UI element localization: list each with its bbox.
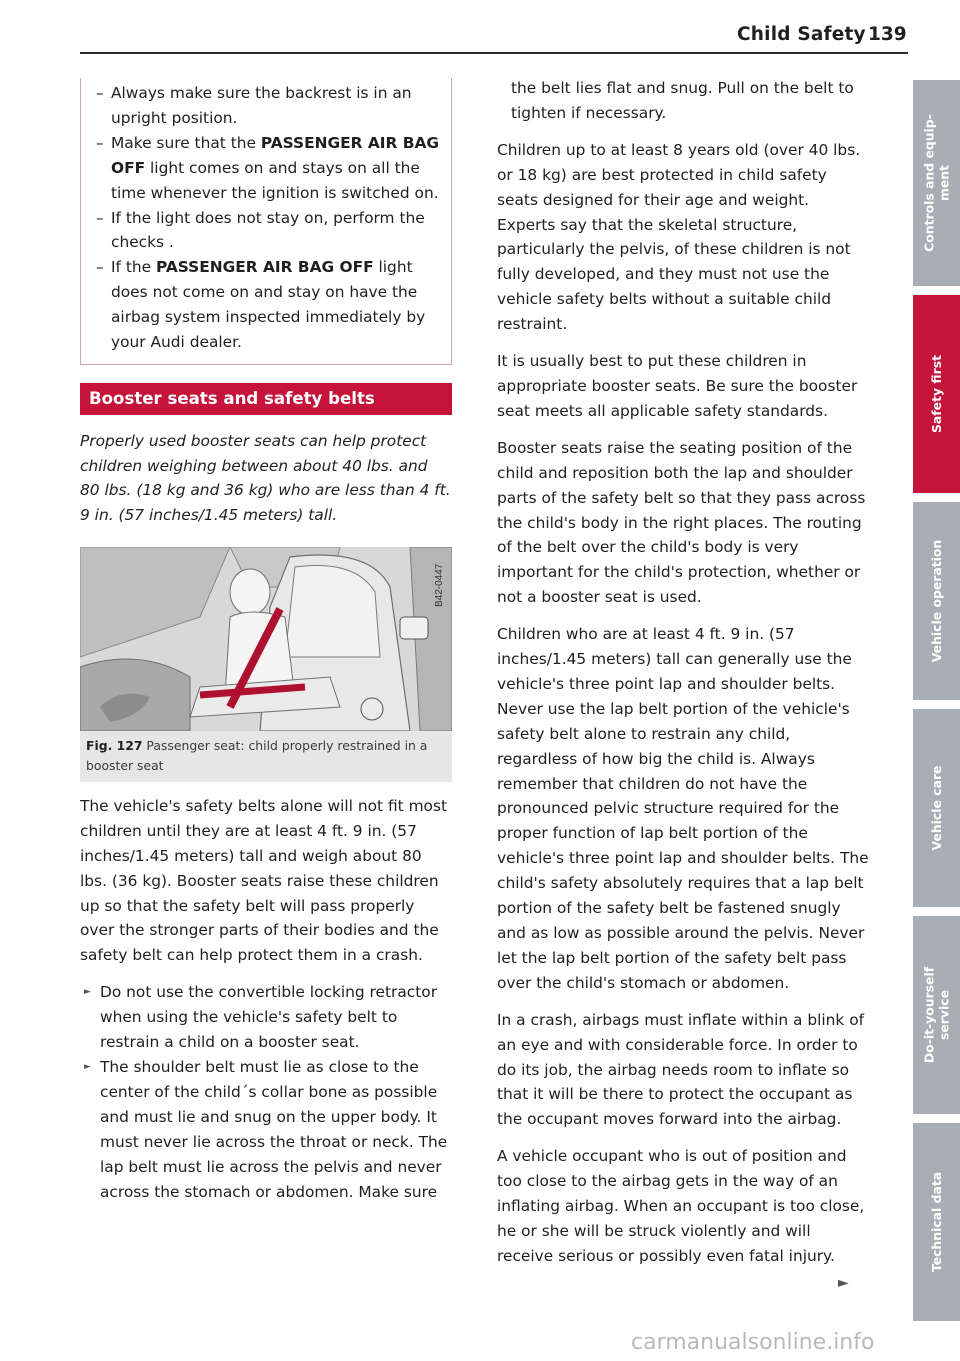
running-title: Child Safety	[737, 24, 866, 45]
tab-vehicle-care[interactable]: Vehicle care	[913, 709, 960, 907]
warning-item: – Make sure that the PASSENGER AIR BAG OFF light comes on and stays on all the time whenever the ignition is switched on.	[91, 131, 441, 206]
figure	[80, 547, 452, 782]
body-paragraph: In a crash, airbags must inflate within a blink of an eye and with considerable force. In order to do its job, the airbag needs room to inflate so that it will be there to protect the occupant as the occupant moves forward into the airbag.	[497, 1010, 865, 1129]
tab-do-it-yourself-service[interactable]: Do-it-yourself service	[913, 916, 960, 1114]
warning-box	[80, 78, 452, 365]
body-paragraph: Booster seats raise the seating position of the child and reposition both the lap and shoulder parts of the safety belt so that they pass across the child's body in the right places. The routing of the belt over the child's body is very important for the child's protection, whether or not a booster seat is used.	[497, 438, 866, 607]
tab-technical-data[interactable]: Technical data	[913, 1123, 960, 1321]
instruction-item: ► The shoulder belt must lie as close to the center of the child´s collar bone as possible and must lie and snug on the upper body. It must never lie across the throat or neck. The lap belt must lie across the pelvis and never across the stomach or abdomen. Make sure	[80, 1055, 452, 1204]
booster-seat-illustration	[80, 547, 452, 731]
warning-item: – Always make sure the backrest is in an upright position.	[91, 81, 441, 131]
body-paragraph: A vehicle occupant who is out of position and too close to the airbag gets in the way of an inflating airbag. When an occupant is too close, he or she will be struck violently and will receive serious or possibly even fatal injury.	[497, 1147, 865, 1265]
tab-controls-and-equipment[interactable]: Controls and equip- ment	[913, 80, 960, 286]
right-column	[497, 76, 869, 1269]
body-paragraph: Children who are at least 4 ft. 9 in. (57 inches/1.45 meters) tall can generally use the vehicle's three point lap and shoulder belts. Never use the lap belt portion of the vehicle's safety belt alone to restrain any child, regardless of how big the child is. Always remember that children do not have the pronounced pelvic structure required for the proper function of lap belt portion of the vehicle's three point lap and shoulder belts. The child's safety absolutely requires that a lap belt portion of the safety belt be fastened snugly and as low as possible around the pelvis. Never let the lap belt portion of the safety belt pass over the child's stomach or abdomen.	[497, 625, 869, 992]
tab-safety-first[interactable]: Safety first	[913, 295, 960, 493]
warning-item: – If the light does not stay on, perform the checks .	[91, 206, 441, 256]
warning-item: – If the PASSENGER AIR BAG OFF light does not come on and stay on have the airbag system inspected immediately by your Audi dealer.	[91, 255, 441, 355]
body-paragraph: Children up to at least 8 years old (over 40 lbs. or 18 kg) are best protected in child safety seats designed for their age and weight. Experts say that the skeletal structure, particularly the pelvis, of these children is not fully developed, and they must not use the vehicle safety belts without a suitable child restraint.	[497, 140, 861, 334]
body-paragraph: It is usually best to put these children in appropriate booster seats. Be sure the booster seat meets all applicable safety standards.	[497, 352, 858, 420]
page-number: 139	[868, 24, 907, 45]
continue-arrow-icon: ►	[838, 1275, 849, 1291]
figure-code: B42-0447	[434, 563, 445, 608]
watermark: carmanualsonline.info	[631, 1330, 875, 1355]
section-intro: Properly used booster seats can help protect children weighing between about 40 lbs. and 80 lbs. (18 kg and 36 kg) who are less than 4 ft. 9 in. (57 inches/1.45 meters) tall.	[80, 431, 451, 524]
left-column	[80, 78, 452, 1204]
tab-vehicle-operation[interactable]: Vehicle operation	[913, 502, 960, 700]
body-paragraph: the belt lies flat and snug. Pull on the belt to tighten if necessary.	[511, 79, 854, 122]
section-heading: Booster seats and safety belts	[80, 383, 452, 415]
instruction-item: ► Do not use the convertible locking retractor when using the vehicle's safety belt to restrain a child on a booster seat.	[80, 980, 452, 1055]
side-nav	[913, 80, 960, 1330]
body-paragraph: The vehicle's safety belts alone will not fit most children until they are at least 4 ft. 9 in. (57 inches/1.45 meters) tall and weigh about 80 lbs. (36 kg). Booster seats raise these children up so that the safety belt will pass properly over the stronger parts of their bodies and the safety belt can help protect them in a crash.	[80, 796, 448, 965]
figure-caption: Fig. 127 Passenger seat: child properly restrained in a booster seat	[80, 731, 452, 782]
header-rule	[80, 52, 908, 54]
